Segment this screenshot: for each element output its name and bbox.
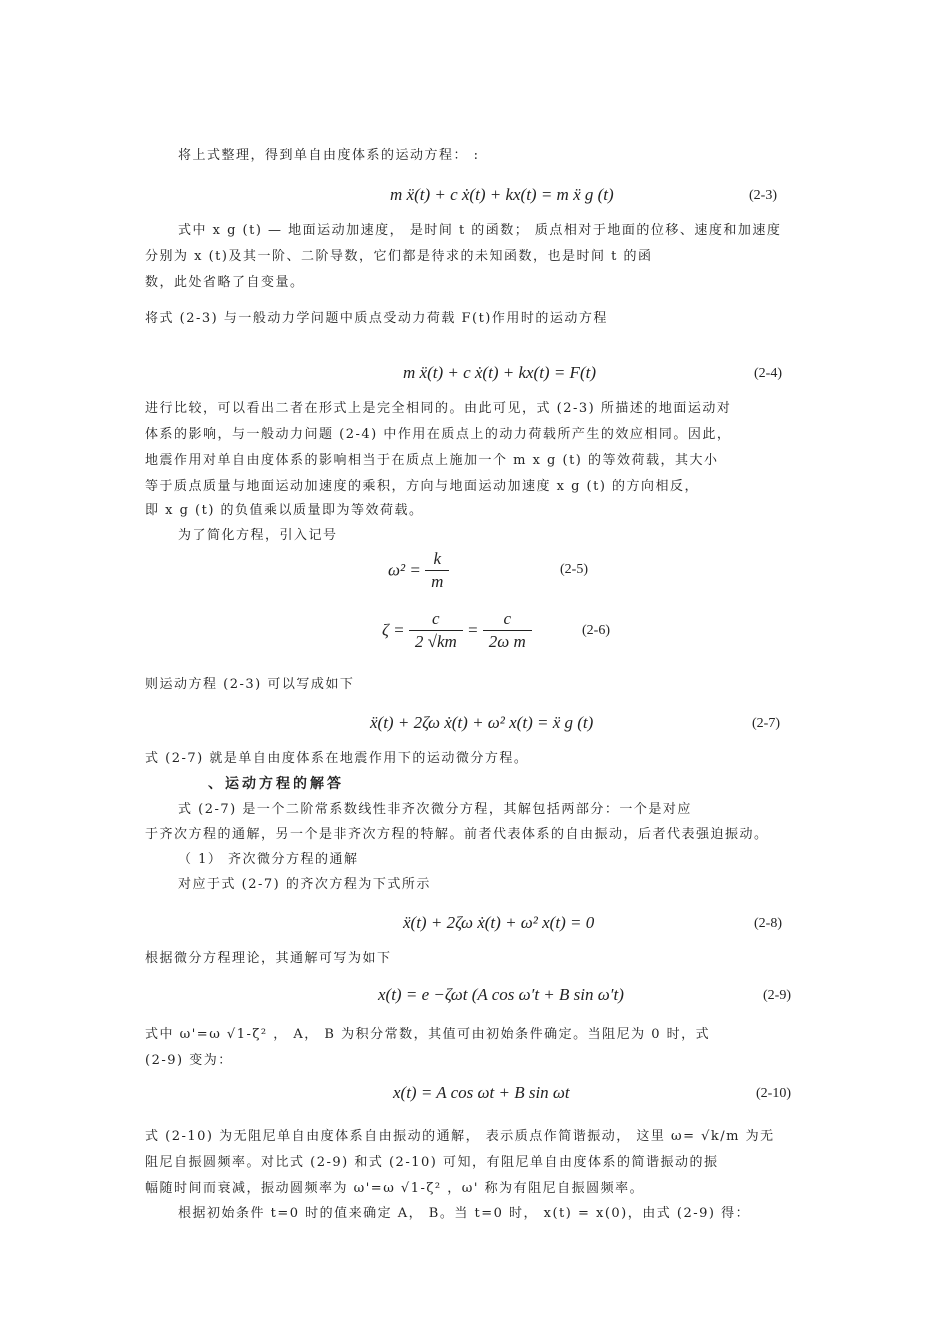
text-line: 对应于式 (2-7) 的齐次方程为下式所示: [178, 877, 431, 892]
text-line: 将式 (2-3) 与一般动力学问题中质点受动力荷载 F(t)作用时的运动方程: [145, 311, 608, 326]
text-line: 阻尼自振圆频率。对比式 (2-9) 和式 (2-10) 可知，有阻尼单自由度体系的简谐振动的振: [145, 1155, 719, 1170]
equation-number: (2-8): [754, 916, 782, 931]
text-line: 根据微分方程理论，其通解可写为如下: [145, 951, 392, 966]
text-line: 体系的影响，与一般动力问题 (2-4) 中作用在质点上的动力荷载所产生的效应相同。因此，: [145, 427, 732, 442]
equation-2-6: ζ = $\frac{c}{2 √km}$ = $\frac{c}{\text{2ω m}}$: [382, 608, 532, 653]
text-line: 为了简化方程，引入记号: [178, 528, 338, 543]
text-line: 根据初始条件 t=0 时的值来确定 A， B。当 t=0 时， x(t) = x(0)，由式 (2-9) 得：: [178, 1206, 751, 1221]
section-heading: 、运动方程的解答: [208, 776, 344, 792]
text-line: (2-9) 变为：: [145, 1053, 233, 1068]
text-line: 数，此处省略了自变量。: [145, 275, 305, 290]
equation-e3: m ẍ(t) + c ẋ(t) + kx(t) = m ẍ g (t): [390, 185, 614, 204]
equation-number: (2-10): [756, 1086, 791, 1101]
equation-2-5: ω² = $\frac{k}{m}$: [388, 548, 449, 593]
text-line: 将上式整理，得到单自由度体系的运动方程： :: [178, 148, 480, 163]
equation-number: (2-4): [754, 366, 782, 381]
text-line: 分别为 x (t)及其一阶、二阶导数，它们都是待求的未知函数，也是时间 t 的函: [145, 249, 653, 264]
text-line: 式中 ω'=ω √1-ζ² ， A， B 为积分常数，其值可由初始条件确定。当阻尼为 0 时，式: [145, 1027, 711, 1042]
text-line: 式中 x g (t) — 地面运动加速度， 是时间 t 的函数； 质点相对于地面的位移、速度和加速度: [178, 223, 782, 238]
equation-number-2-6: (2-6): [582, 623, 610, 638]
equation-number: (2-7): [752, 716, 780, 731]
equation-number: (2-3): [749, 188, 777, 203]
text-line: 式 (2-7) 就是单自由度体系在地震作用下的运动微分方程。: [145, 751, 529, 766]
text-line: 地震作用对单自由度体系的影响相当于在质点上施加一个 m x g (t) 的等效荷载，其大小: [145, 453, 719, 468]
equation-number: (2-9): [763, 988, 791, 1003]
text-line: 幅随时间而衰减，振动圆频率为 ω'=ω √1-ζ² ，ω' 称为有阻尼自振圆频率。: [145, 1181, 645, 1196]
equation-e9: x(t) = e −ζωt (A cos ω′t + B sin ω′t): [378, 985, 624, 1004]
text-line: 于齐次方程的通解，另一个是非齐次方程的特解。前者代表体系的自由振动，后者代表强迫振动。: [145, 827, 769, 842]
text-line: 即 x g (t) 的负值乘以质量即为等效荷载。: [145, 503, 424, 518]
text-line: 式 (2-7) 是一个二阶常系数线性非齐次微分方程，其解包括两部分：一个是对应: [178, 802, 692, 817]
equation-e7: ẍ(t) + 2ζω ẋ(t) + ω² x(t) = ẍ g (t): [370, 713, 594, 732]
text-line: （ 1） 齐次微分方程的通解: [178, 852, 359, 867]
equation-e4: m ẍ(t) + c ẋ(t) + kx(t) = F(t): [403, 363, 596, 382]
text-line: 等于质点质量与地面运动加速度的乘积，方向与地面运动加速度 x g (t) 的方向相反，: [145, 479, 700, 494]
text-line: 进行比较，可以看出二者在形式上是完全相同的。由此可见，式 (2-3) 所描述的地面运动对: [145, 401, 732, 416]
text-line: 式 (2-10) 为无阻尼单自由度体系自由振动的通解， 表示质点作简谐振动， 这里 ω= √k/m 为无: [145, 1129, 775, 1144]
text-line: 则运动方程 (2-3) 可以写成如下: [145, 677, 355, 692]
equation-number-2-5: (2-5): [560, 562, 588, 577]
equation-e10: x(t) = A cos ωt + B sin ωt: [393, 1083, 570, 1102]
equation-e8: ẍ(t) + 2ζω ẋ(t) + ω² x(t) = 0: [403, 913, 595, 932]
